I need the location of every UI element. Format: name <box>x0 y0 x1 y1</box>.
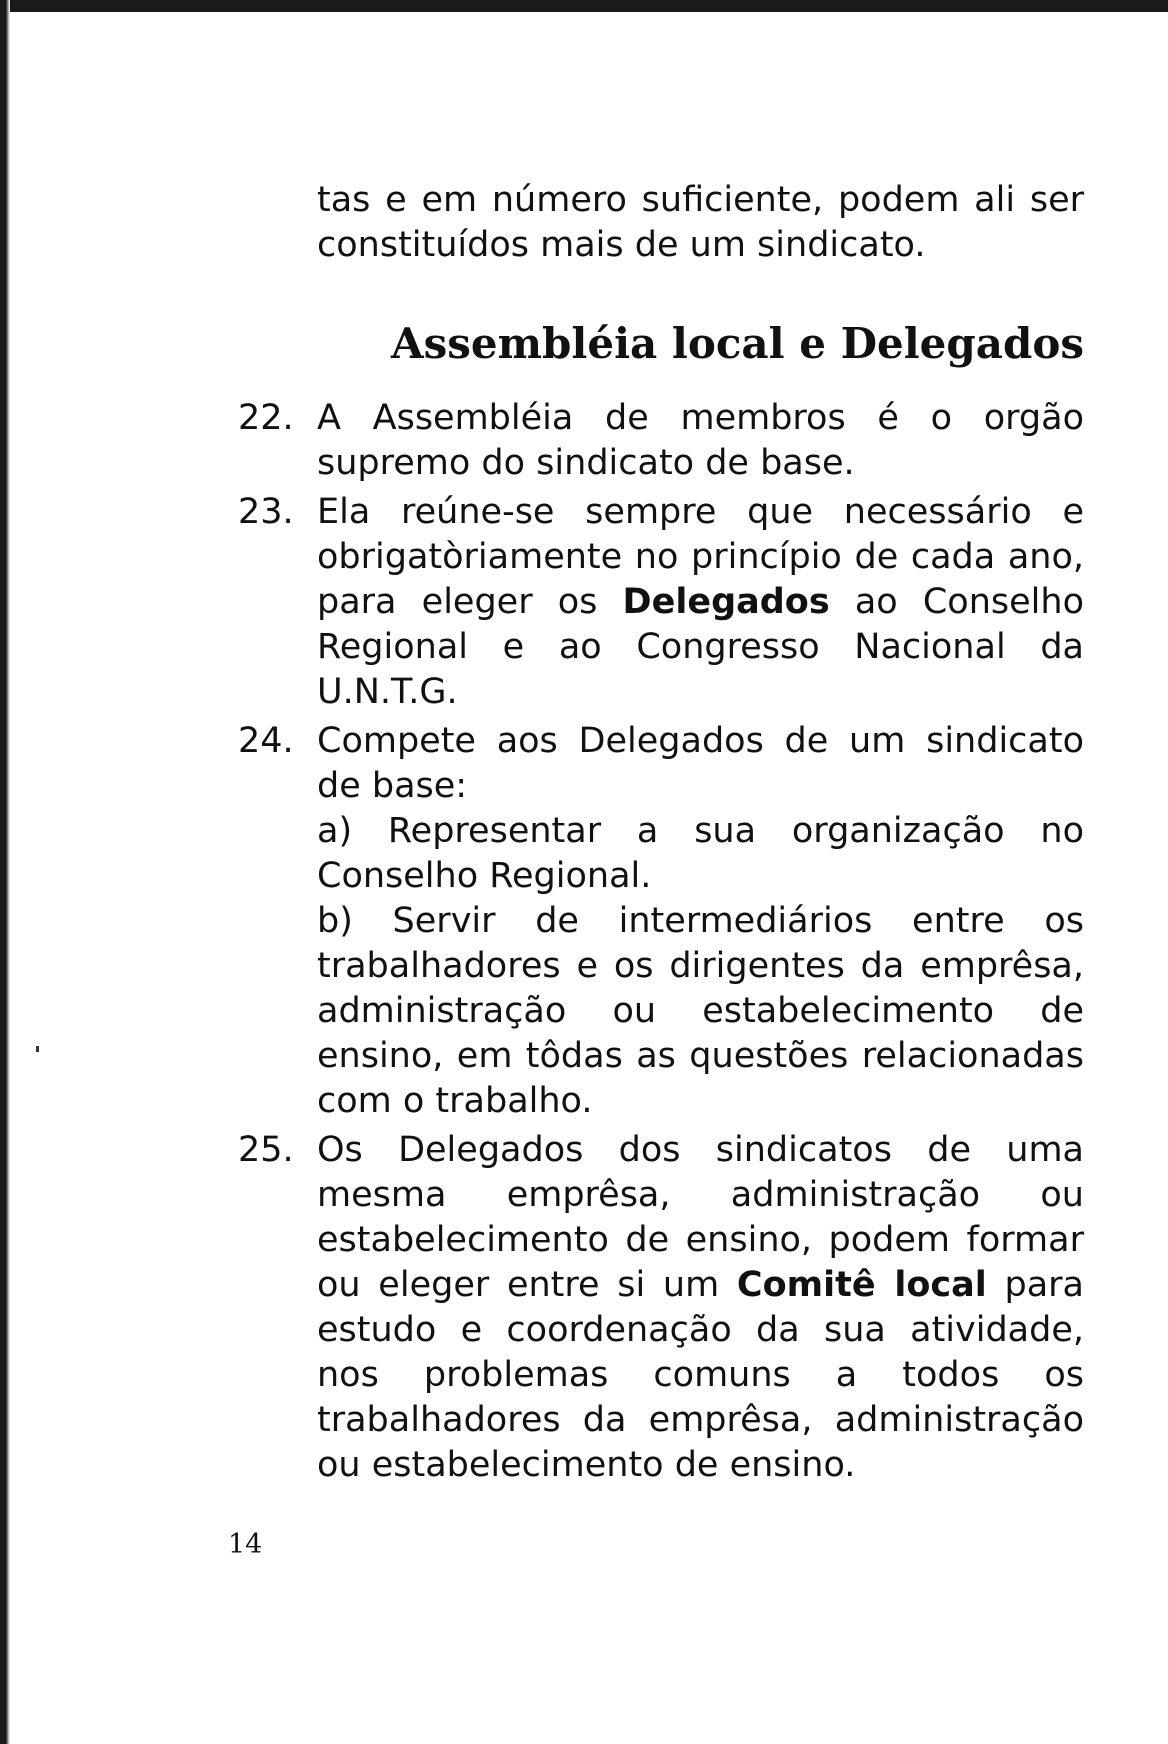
item-text <box>317 490 1084 715</box>
item-text <box>317 719 1084 1124</box>
item-number: 23. <box>238 492 294 532</box>
sub-item-b: b) Servir de intermediários entre os trabalhadores e os dirigentes da emprêsa, administração ou estabelecimento de ensino, em tôdas as questões relacionadas com o trabalho. <box>317 901 1084 1121</box>
scan-top-border <box>0 0 1168 12</box>
item-text <box>317 1128 1084 1488</box>
section-heading: Assembléia local e Delegados <box>391 319 1084 368</box>
intro-paragraph: tas e em número suficiente, podem ali ser constituídos mais de um sindicato. <box>317 180 1084 265</box>
item-text: A Assembléia de membros é o orgão supremo do sindicato de base. <box>317 398 1084 483</box>
item-number: 22. <box>238 398 294 438</box>
page-content <box>238 178 1084 1492</box>
item-text-end: para estudo e coordenação da sua atividade, nos problemas comuns a todos os trabalhadores da emprêsa, administração ou estabelecimento de ensino. <box>317 1265 1084 1485</box>
item-intro: Compete aos Delegados de um sindicato de base: <box>317 721 1084 806</box>
bold-term-comite-local: Comitê local <box>736 1265 987 1305</box>
item-number: 24. <box>238 721 294 761</box>
item-text-start: Os Delegados dos sindicatos de uma mesma emprêsa, administração ou estabelecimento de ensino, podem formar ou eleger entre si um <box>317 1130 1084 1305</box>
list-item <box>238 719 1084 1124</box>
page-number: 14 <box>228 1529 263 1560</box>
item-text-start: Ela reúne-se sempre que necessário e obrigatòriamente no princípio de cada ano, para eleger os <box>317 492 1084 622</box>
list-item <box>238 1128 1084 1488</box>
item-text-end: ao Conselho Regional e ao Congresso Nacional da U.N.T.G. <box>317 582 1084 712</box>
list-item <box>238 396 1084 486</box>
item-number: 25. <box>238 1130 294 1170</box>
scan-speck <box>36 1046 39 1052</box>
list-item <box>238 490 1084 715</box>
bold-term-delegados: Delegados <box>622 582 830 622</box>
scan-left-border <box>0 0 10 1744</box>
sub-item-a: a) Representar a sua organização no Conselho Regional. <box>317 811 1084 896</box>
